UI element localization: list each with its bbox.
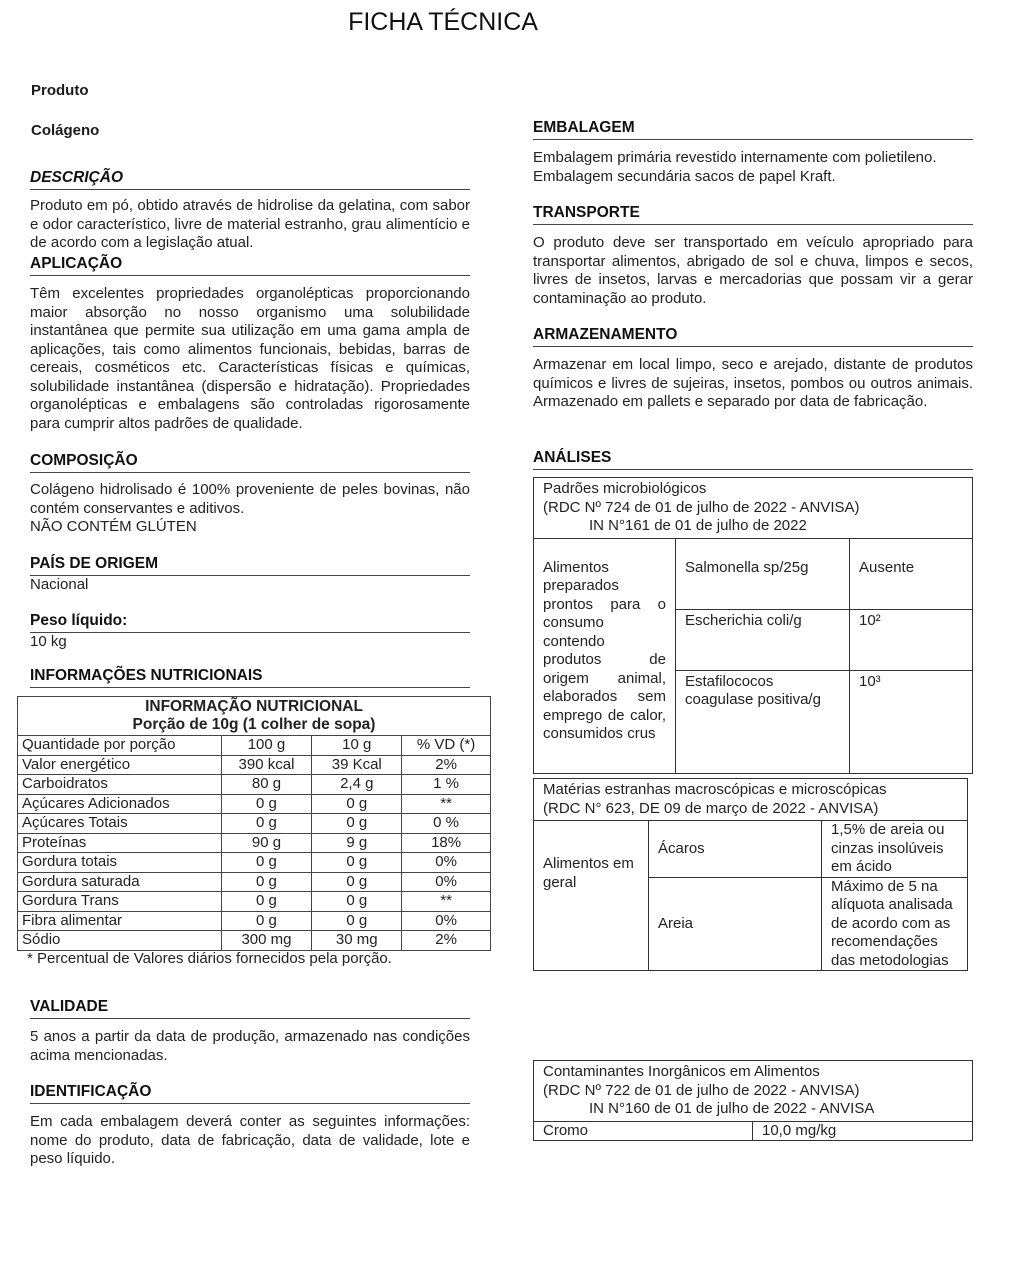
section-heading: ANÁLISES: [533, 449, 973, 470]
table-row: [534, 821, 968, 878]
value-100g: 0 g: [221, 911, 312, 931]
nutrition-table: [17, 696, 491, 951]
column-header: % VD (*): [402, 736, 491, 756]
table-caption: [534, 1061, 973, 1122]
table-row: [18, 775, 491, 795]
nutrition-table-header: [18, 697, 491, 736]
caption-line: Matérias estranhas macroscópicas e microscópicas: [543, 781, 887, 798]
section-identificacao: [30, 1083, 470, 1169]
nutrient-name: Fibra alimentar: [18, 911, 222, 931]
caption-line: (RDC Nº 724 de 01 de julho de 2022 - ANVISA): [543, 498, 860, 516]
table-row: [18, 814, 491, 834]
product-name: Colágeno: [31, 122, 100, 139]
value-10g: 0 g: [312, 814, 402, 834]
table-row: [18, 892, 491, 912]
nutrient-name: Gordura Trans: [18, 892, 222, 912]
caption-line: (RDC Nº 722 de 01 de julho de 2022 - ANVISA): [543, 1081, 860, 1099]
section-body: O produto deve ser transportado em veículo apropriado para transportar alimentos, abrigado de sol e chuva, limpos e secos, livres de insetos, larvas e mercadorias que possam vir a gerar contaminação ao produto.: [533, 234, 973, 307]
table-row: [18, 911, 491, 931]
section-body: Produto em pó, obtido através de hidrolise da gelatina, com sabor e odor característico, livre de material estranho, grau alimentício e de acordo com a legislação atual.: [30, 197, 470, 251]
value-10g: 39 Kcal: [312, 755, 402, 775]
value-vd: 0%: [402, 911, 491, 931]
matter-limit: Máximo de 5 na alíquota analisada de acordo com as recomendações das metodologias: [822, 877, 968, 971]
test-limit: Ausente: [850, 538, 973, 609]
caption-line: IN N°160 de 01 de julho de 2022 - ANVISA: [589, 1100, 875, 1117]
table-row: [18, 833, 491, 853]
section-pais-origem: [30, 555, 470, 595]
section-informacoes-nutricionais: [30, 667, 470, 688]
section-heading: IDENTIFICAÇÃO: [30, 1083, 470, 1104]
value-10g: 9 g: [312, 833, 402, 853]
value-100g: 90 g: [221, 833, 312, 853]
section-body: Armazenar em local limpo, seco e arejado, distante de produtos químicos e livres de sujeiras, insetos, pombos ou outros animais. Armazenado em pallets e separado por data de fabricação.: [533, 356, 973, 410]
matter-name: Areia: [649, 877, 822, 971]
value-10g: 2,4 g: [312, 775, 402, 795]
table-row: [18, 853, 491, 873]
matter-name: Ácaros: [649, 821, 822, 878]
nutrient-name: Carboidratos: [18, 775, 222, 795]
nutrition-table-title: INFORMAÇÃO NUTRICIONAL: [145, 698, 363, 715]
value-10g: 0 g: [312, 892, 402, 912]
nutrient-name: Sódio: [18, 931, 222, 951]
value-vd: 2%: [402, 755, 491, 775]
value-100g: 0 g: [221, 853, 312, 873]
product-label: Produto: [31, 82, 89, 99]
column-header: Quantidade por porção: [18, 736, 222, 756]
column-header: 10 g: [312, 736, 402, 756]
value-10g: 0 g: [312, 794, 402, 814]
section-armazenamento: [533, 326, 973, 412]
section-validade: [30, 998, 470, 1065]
section-body: Têm excelentes propriedades organolépticas proporcionando maior absorção no nosso organismo uma solubilidade instantânea que permite sua utilização em uma gama ampla de aplicações, tais como alimentos funcionais, bebidas, barras de cereais, cosméticos etc. Características físicas e químicas, solubilidade instantânea (dispersão e hidratação). Propriedades organolépticas e embalagens são controladas rigorosamente para cumprir altos padrões de qualidade.: [30, 285, 470, 432]
value-10g: 0 g: [312, 853, 402, 873]
caption-line: Padrões microbiológicos: [543, 480, 707, 497]
section-embalagem: [533, 119, 973, 186]
test-limit: 10²: [850, 609, 973, 670]
nutrient-name: Açúcares Adicionados: [18, 794, 222, 814]
caption-line: Contaminantes Inorgânicos em Alimentos: [543, 1063, 820, 1080]
section-descricao: [30, 169, 470, 253]
section-heading: DESCRIÇÃO: [30, 169, 470, 190]
test-limit: 10³: [850, 670, 973, 773]
value-100g: 300 mg: [221, 931, 312, 951]
section-composicao: [30, 452, 470, 537]
section-transporte: [533, 204, 973, 308]
table-row: [18, 872, 491, 892]
nutrient-name: Gordura saturada: [18, 872, 222, 892]
nutrition-table-column-headers: [18, 736, 491, 756]
gluten-note: NÃO CONTÉM GLÚTEN: [30, 518, 197, 535]
section-heading: VALIDADE: [30, 998, 470, 1019]
section-aplicacao: [30, 255, 470, 433]
food-category: Alimentos em geral: [534, 821, 649, 971]
table-row: [18, 755, 491, 775]
contaminant-limit: 10,0 mg/kg: [753, 1121, 973, 1141]
value-vd: 0%: [402, 872, 491, 892]
value-10g: 0 g: [312, 911, 402, 931]
section-body: Nacional: [30, 576, 89, 593]
section-heading: EMBALAGEM: [533, 119, 973, 140]
section-body: 10 kg: [30, 633, 67, 650]
column-header: 100 g: [221, 736, 312, 756]
caption-line: (RDC N° 623, DE 09 de março de 2022 - ANVISA): [543, 799, 879, 817]
table-row: [18, 794, 491, 814]
value-vd: 0 %: [402, 814, 491, 834]
value-10g: 0 g: [312, 872, 402, 892]
section-peso-liquido: [30, 612, 470, 652]
nutrient-name: Valor energético: [18, 755, 222, 775]
nutrient-name: Açúcares Totais: [18, 814, 222, 834]
section-body: Em cada embalagem deverá conter as seguintes informações: nome do produto, data de fabricação, data de validade, lote e peso líquido.: [30, 1113, 470, 1167]
section-heading: INFORMAÇÕES NUTRICIONAIS: [30, 667, 470, 688]
section-analises: [533, 449, 973, 470]
value-100g: 0 g: [221, 892, 312, 912]
value-vd: 2%: [402, 931, 491, 951]
nutrition-footnote: * Percentual de Valores diários fornecidos pela porção.: [27, 950, 392, 967]
value-100g: 390 kcal: [221, 755, 312, 775]
section-heading: COMPOSIÇÃO: [30, 452, 470, 473]
document-title: FICHA TÉCNICA: [348, 8, 538, 36]
test-name: Salmonella sp/25g: [676, 538, 850, 609]
contaminant-name: Cromo: [534, 1121, 753, 1141]
value-vd: **: [402, 892, 491, 912]
value-vd: 18%: [402, 833, 491, 853]
section-body: Colágeno hidrolisado é 100% proveniente de peles bovinas, não contém conservantes e aditivos.: [30, 481, 470, 517]
test-name: Estafilococos coagulase positiva/g: [676, 670, 850, 773]
embalagem-primaria: Embalagem primária revestido internamente com polietileno.: [533, 149, 937, 166]
value-vd: 1 %: [402, 775, 491, 795]
value-100g: 0 g: [221, 814, 312, 834]
nutrition-table-portion: Porção de 10g (1 colher de sopa): [132, 716, 376, 733]
table-row: [534, 538, 973, 609]
test-name: Escherichia coli/g: [676, 609, 850, 670]
section-heading: Peso líquido:: [30, 612, 470, 633]
value-100g: 80 g: [221, 775, 312, 795]
section-body: [533, 149, 973, 186]
value-vd: 0%: [402, 853, 491, 873]
section-heading: TRANSPORTE: [533, 204, 973, 225]
section-body: 5 anos a partir da data de produção, armazenado nas condições acima mencionadas.: [30, 1028, 470, 1064]
table-row: [18, 931, 491, 951]
value-100g: 0 g: [221, 794, 312, 814]
caption-line: IN N°161 de 01 de julho de 2022: [589, 517, 807, 534]
contaminants-table: [533, 1060, 973, 1141]
value-vd: **: [402, 794, 491, 814]
nutrient-name: Gordura totais: [18, 853, 222, 873]
embalagem-secundaria: Embalagem secundária sacos de papel Kraft.: [533, 167, 836, 185]
table-row: [534, 1121, 973, 1141]
value-10g: 30 mg: [312, 931, 402, 951]
value-100g: 0 g: [221, 872, 312, 892]
section-heading: PAÍS DE ORIGEM: [30, 555, 470, 576]
section-heading: APLICAÇÃO: [30, 255, 470, 276]
foreign-matter-table: [533, 778, 968, 971]
matter-limit: 1,5% de areia ou cinzas insolúveis em ácido: [822, 821, 968, 878]
table-caption: [534, 478, 973, 539]
section-heading: ARMAZENAMENTO: [533, 326, 973, 347]
table-caption: [534, 779, 968, 821]
nutrient-name: Proteínas: [18, 833, 222, 853]
microbiological-table: [533, 477, 973, 774]
food-category: Alimentos preparados prontos para o consumo contendo produtos de origem animal, elaborados sem emprego de calor, consumidos crus: [534, 538, 676, 773]
